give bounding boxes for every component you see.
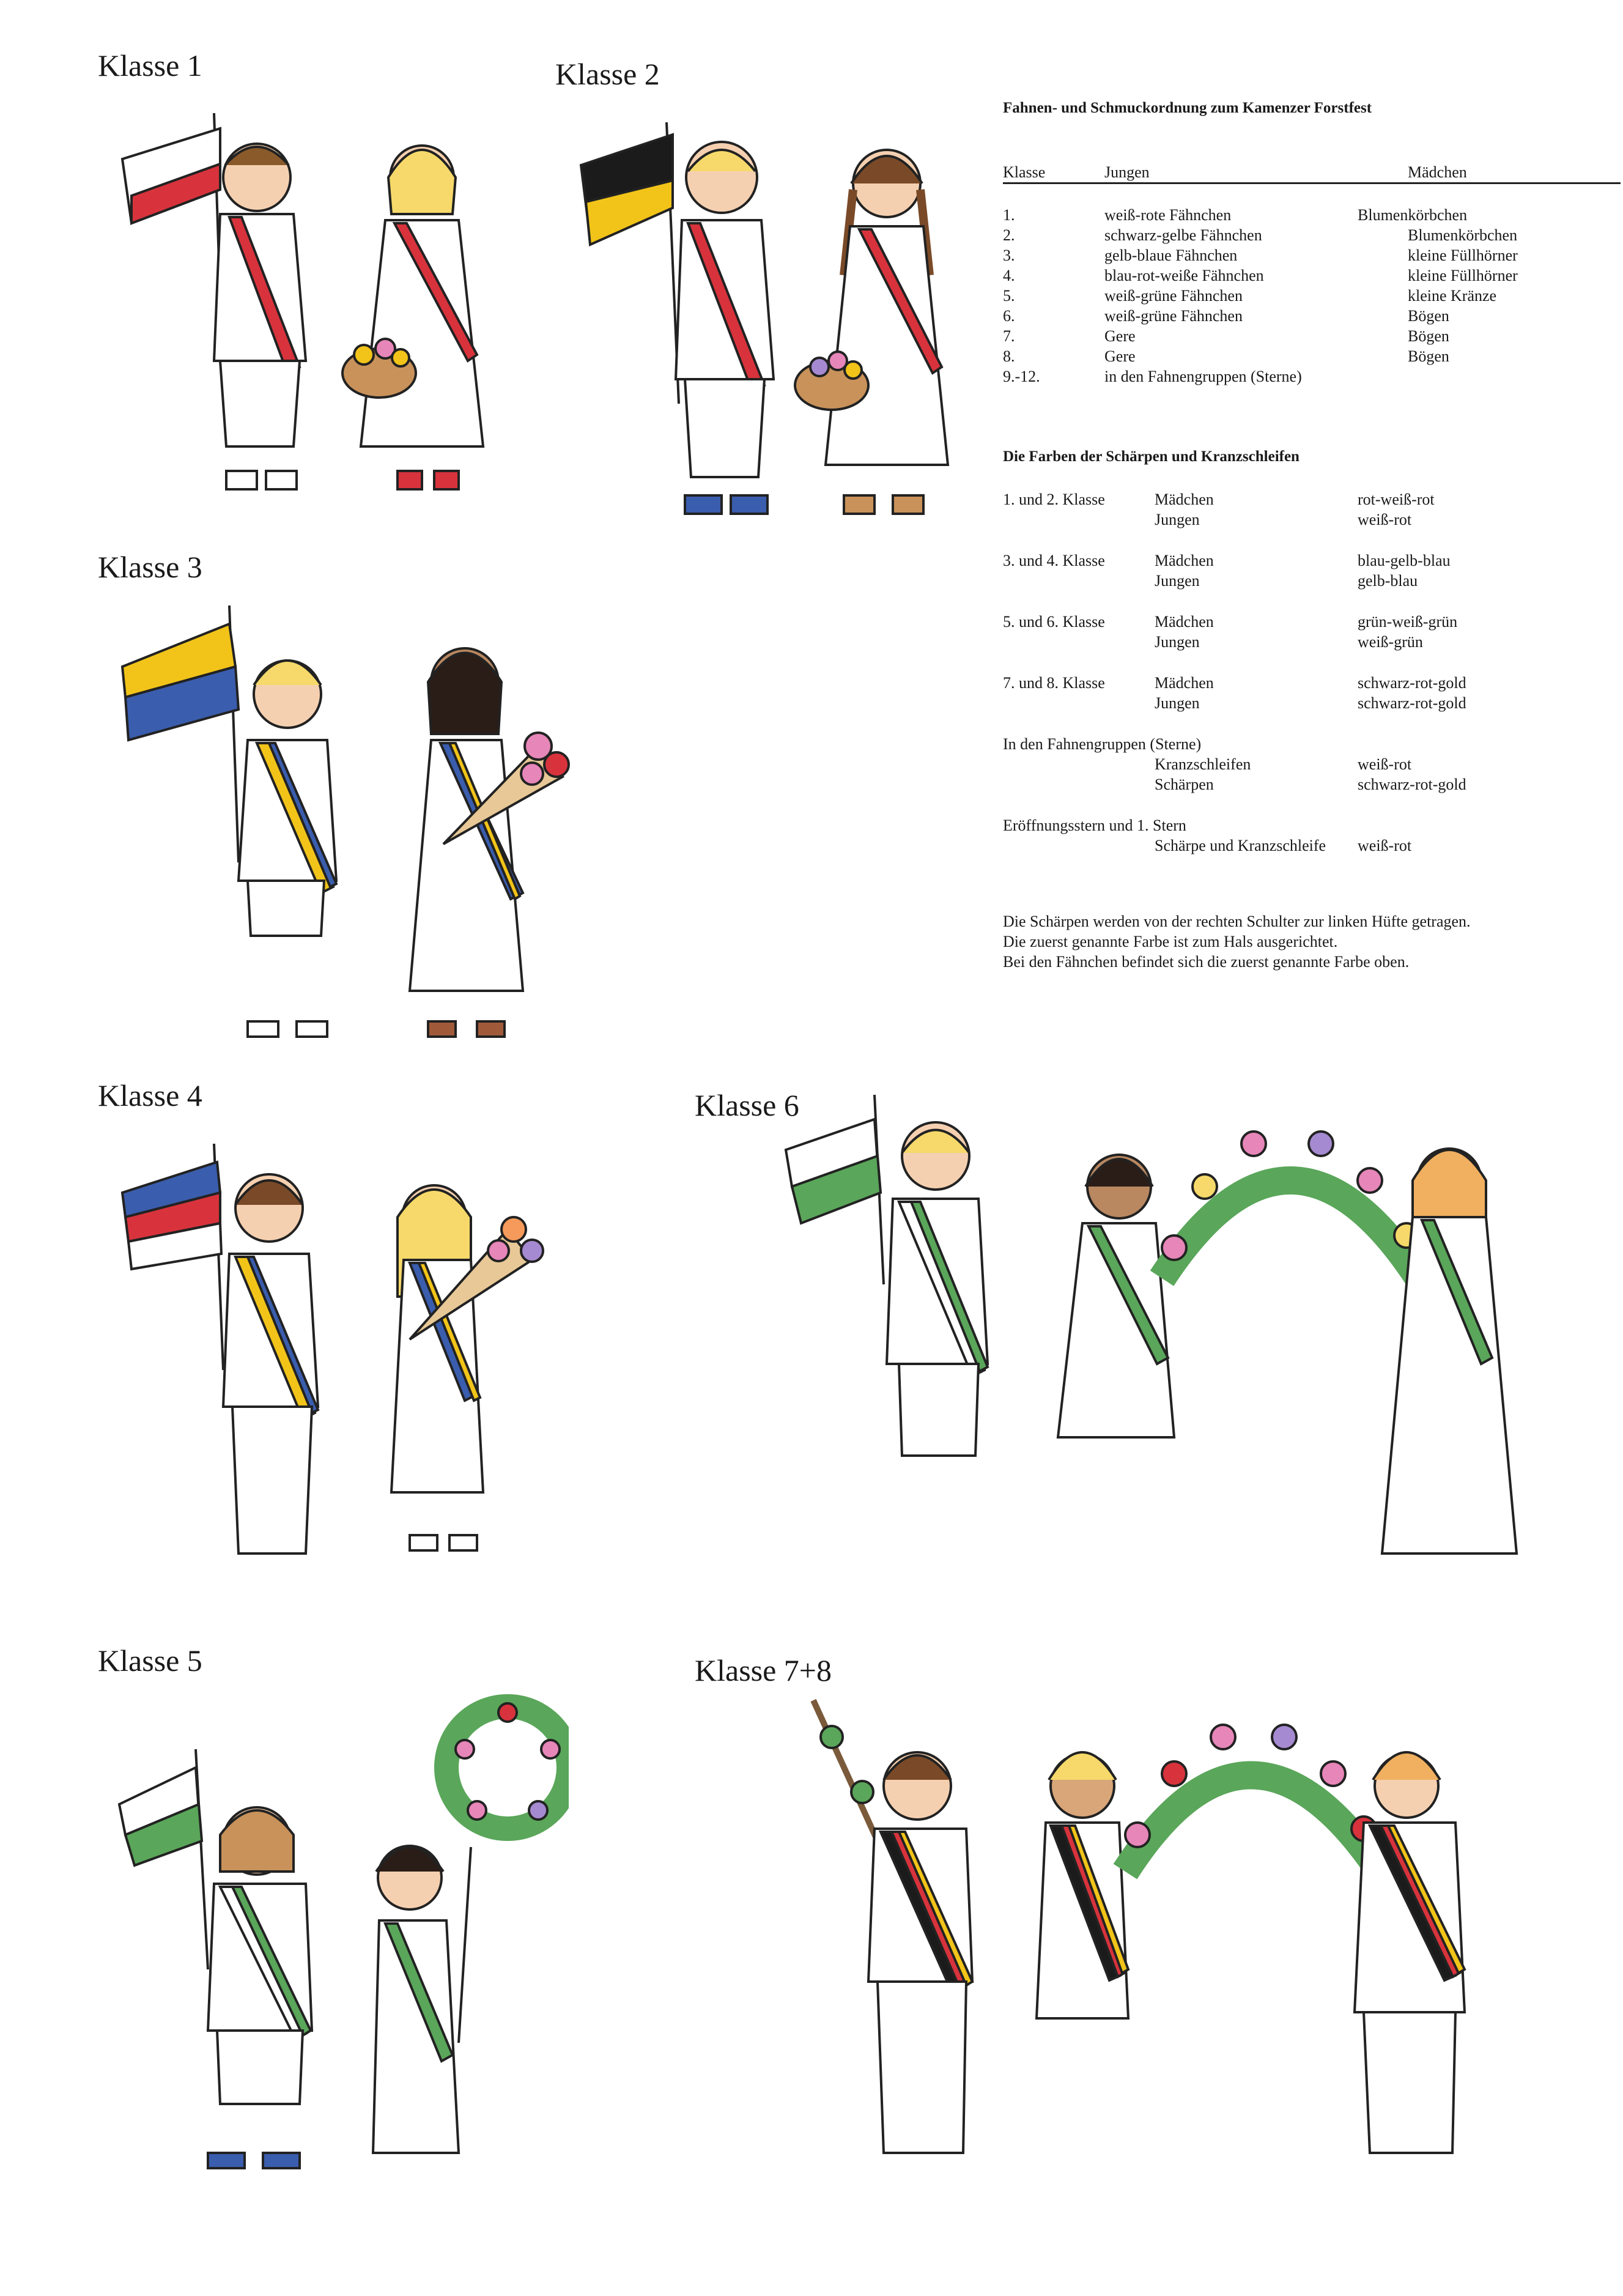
illustration-klasse-78 <box>795 1688 1480 2177</box>
order-header-maedchen: Mädchen <box>1408 163 1467 181</box>
colors-who: Mädchen <box>1155 552 1214 569</box>
illustration-klasse-4 <box>116 1138 569 1578</box>
order-jungen: in den Fahnengruppen (Sterne) <box>1104 368 1302 385</box>
order-maedchen: Bögen <box>1408 347 1449 365</box>
arch-with-flowers-and-two-girls-figure <box>1037 1725 1465 2153</box>
order-klasse: 9.-12. <box>1003 368 1040 385</box>
colors-value: weiß-rot <box>1358 755 1412 773</box>
order-jungen: schwarz-gelbe Fähnchen <box>1104 226 1262 244</box>
colors-value: schwarz-rot-gold <box>1358 674 1466 692</box>
order-maedchen: Blumenkörbchen <box>1358 206 1468 224</box>
colors-who: Schärpen <box>1155 776 1214 793</box>
eroeffnung-label: Eröffnungsstern und 1. Stern <box>1003 817 1186 834</box>
girl-with-wreath-figure <box>373 1703 569 2153</box>
colors-value: weiß-grün <box>1358 633 1423 651</box>
label-klasse-1: Klasse 1 <box>98 48 202 83</box>
girl-with-braids-and-basket-figure <box>795 150 948 514</box>
order-header-jungen: Jungen <box>1104 163 1150 181</box>
colors-value: weiß-rot <box>1358 511 1412 528</box>
order-maedchen: Bögen <box>1408 307 1449 325</box>
label-klasse-2: Klasse 2 <box>555 57 660 91</box>
boy-with-gold-blue-flag-figure <box>122 605 336 1037</box>
boy-with-white-green-flag-figure <box>786 1095 988 1456</box>
girl-with-flower-basket-figure <box>342 146 483 489</box>
order-maedchen: kleine Füllhörner <box>1408 246 1518 264</box>
illustration-klasse-3 <box>116 599 587 1052</box>
order-maedchen: kleine Füllhörner <box>1408 267 1518 284</box>
illustration-klasse-6 <box>783 1095 1541 1572</box>
colors-value: blau-gelb-blau <box>1358 552 1451 569</box>
order-klasse: 5. <box>1003 287 1015 305</box>
order-maedchen: kleine Kränze <box>1408 287 1497 305</box>
label-klasse-5: Klasse 5 <box>98 1643 202 1678</box>
colors-group-label: 1. und 2. Klasse <box>1003 491 1105 508</box>
illustration-klasse-1 <box>110 104 526 508</box>
header-rule <box>1003 182 1621 184</box>
colors-value: schwarz-rot-gold <box>1358 776 1466 793</box>
colors-who: Mädchen <box>1155 613 1214 631</box>
info-panel <box>1003 98 1621 985</box>
illustration-klasse-5 <box>116 1676 569 2177</box>
order-jungen: weiß-rote Fähnchen <box>1104 206 1232 224</box>
label-klasse-6: Klasse 6 <box>695 1088 799 1122</box>
label-klasse-4: Klasse 4 <box>98 1078 202 1113</box>
order-jungen: Gere <box>1104 347 1136 365</box>
order-title: Fahnen- und Schmuckordnung zum Kamenzer Forstfest <box>1003 100 1372 116</box>
colors-title: Die Farben der Schärpen und Kranzschleifen <box>1003 448 1300 465</box>
eroeffnung-value: weiß-rot <box>1358 837 1412 854</box>
order-klasse: 2. <box>1003 226 1015 244</box>
order-klasse: 7. <box>1003 327 1015 345</box>
fahnen-label: In den Fahnengruppen (Sterne) <box>1003 735 1202 753</box>
colors-value: schwarz-rot-gold <box>1358 694 1466 712</box>
colors-value: rot-weiß-rot <box>1358 491 1435 508</box>
colors-who: Mädchen <box>1155 674 1214 692</box>
order-klasse: 3. <box>1003 246 1015 264</box>
order-klasse: 8. <box>1003 347 1015 365</box>
boy-with-white-red-flag-figure <box>122 113 306 489</box>
label-klasse-78: Klasse 7+8 <box>695 1653 832 1687</box>
order-maedchen: Bögen <box>1408 327 1449 345</box>
colors-group-label: 3. und 4. Klasse <box>1003 552 1105 569</box>
colors-group-label: 7. und 8. Klasse <box>1003 674 1105 692</box>
note-line: Bei den Fähnchen befindet sich die zuerst genannte Farbe oben. <box>1003 953 1410 971</box>
order-maedchen: Blumenkörbchen <box>1408 226 1518 244</box>
note-line: Die Schärpen werden von der rechten Schulter zur linken Hüfte getragen. <box>1003 913 1471 930</box>
order-jungen: Gere <box>1104 327 1136 345</box>
order-klasse: 4. <box>1003 267 1015 284</box>
boy-with-blue-red-white-flag-figure <box>122 1144 318 1554</box>
boy-with-black-gold-flag-figure <box>581 122 774 514</box>
colors-who: Mädchen <box>1155 491 1214 508</box>
arch-with-flowers-and-two-girls-figure <box>1058 1131 1517 1554</box>
colors-who: Jungen <box>1155 511 1200 528</box>
boy-with-gere-figure <box>813 1700 972 2153</box>
order-jungen: gelb-blaue Fähnchen <box>1104 246 1238 264</box>
boy-with-white-green-flag-figure <box>119 1749 312 2168</box>
label-klasse-3: Klasse 3 <box>98 550 202 584</box>
order-jungen: blau-rot-weiße Fähnchen <box>1104 267 1264 284</box>
girl-with-flowers-cornucopia-figure <box>391 1185 543 1550</box>
order-klasse: 6. <box>1003 307 1015 325</box>
colors-who: Kranzschleifen <box>1155 755 1251 773</box>
order-jungen: weiß-grüne Fähnchen <box>1104 287 1243 305</box>
colors-group-label: 5. und 6. Klasse <box>1003 613 1105 631</box>
colors-who: Jungen <box>1155 633 1200 651</box>
note-line: Die zuerst genannte Farbe ist zum Hals ausgerichtet. <box>1003 933 1338 950</box>
colors-value: gelb-blau <box>1358 572 1418 590</box>
order-jungen: weiß-grüne Fähnchen <box>1104 307 1243 325</box>
colors-who: Jungen <box>1155 694 1200 712</box>
eroeffnung-who: Schärpe und Kranzschleife <box>1155 837 1326 854</box>
order-klasse: 1. <box>1003 206 1015 224</box>
girl-with-cornucopia-figure <box>410 648 569 1037</box>
colors-value: grün-weiß-grün <box>1358 613 1458 631</box>
order-header-klasse: Klasse <box>1003 163 1046 181</box>
colors-who: Jungen <box>1155 572 1200 590</box>
illustration-klasse-2 <box>575 110 1003 526</box>
